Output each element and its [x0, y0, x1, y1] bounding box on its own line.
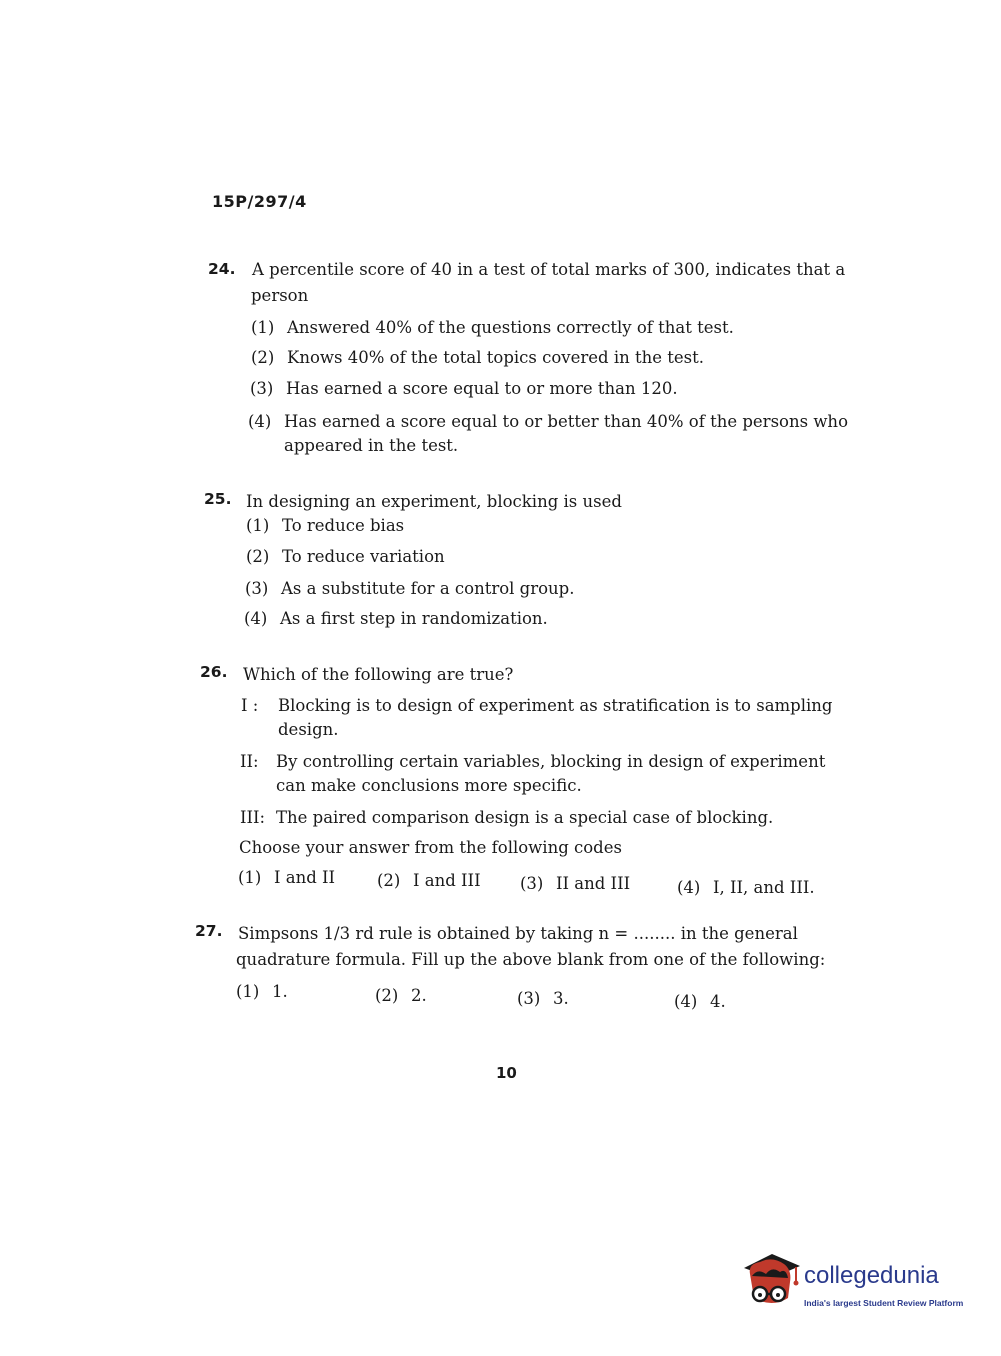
option-4: (4) As a first step in randomization. [244, 609, 548, 628]
question-stem-continued: quadrature formula. Fill up the above blank from one of the following: [236, 950, 826, 969]
option-3: (3) 3. [517, 989, 569, 1008]
collegedunia-logo [742, 1248, 972, 1318]
question-number: 25. [204, 490, 232, 508]
option-1: (1) To reduce bias [246, 516, 405, 535]
option-2: (2) To reduce variation [246, 547, 445, 566]
statement-2: II: By controlling certain variables, blocking in design of experiment can make conclusions more specific. [240, 752, 826, 795]
question-stem: A percentile score of 40 in a test of total marks of 300, indicates that a [252, 260, 846, 279]
page-code: 15P/297/4 [212, 192, 307, 211]
option-1: (1) Answered 40% of the questions correctly of that test. [251, 318, 734, 337]
question-number: 27. [195, 922, 223, 940]
statement-1: I : Blocking is to design of experiment as stratification is to sampling design. [241, 696, 833, 739]
option-4-continued: appeared in the test. [284, 436, 459, 455]
mascot-icon [742, 1248, 802, 1318]
option-3: (3) Has earned a score equal to or more than 120. [250, 379, 678, 398]
question-stem: Simpsons 1/3 rd rule is obtained by taking n = ........ in the general [238, 924, 798, 943]
option-4: (4) I, II, and III. [677, 878, 815, 897]
instruction: Choose your answer from the following codes [239, 838, 622, 857]
question-number: 26. [200, 663, 228, 681]
option-4: (4) 4. [674, 992, 726, 1011]
option-2: (2) 2. [375, 986, 427, 1005]
question-stem-continued: person [251, 286, 309, 305]
option-2: (2) Knows 40% of the total topics covered in the test. [251, 348, 704, 367]
question-stem: Which of the following are true? [243, 665, 514, 684]
question-number: 24. [208, 260, 236, 278]
option-1: (1) I and II [238, 868, 336, 887]
brand-tagline: India's largest Student Review Platform [804, 1298, 964, 1308]
brand-name: collegedunia [804, 1262, 939, 1289]
option-1: (1) 1. [236, 982, 288, 1001]
page-number: 10 [496, 1064, 517, 1082]
option-3: (3) II and III [520, 874, 631, 893]
statement-3: III: The paired comparison design is a special case of blocking. [240, 808, 774, 827]
option-3: (3) As a substitute for a control group. [245, 579, 575, 598]
option-2: (2) I and III [377, 871, 481, 890]
question-stem: In designing an experiment, blocking is used [246, 492, 622, 511]
option-4: (4) Has earned a score equal to or better than 40% of the persons who [248, 412, 848, 431]
